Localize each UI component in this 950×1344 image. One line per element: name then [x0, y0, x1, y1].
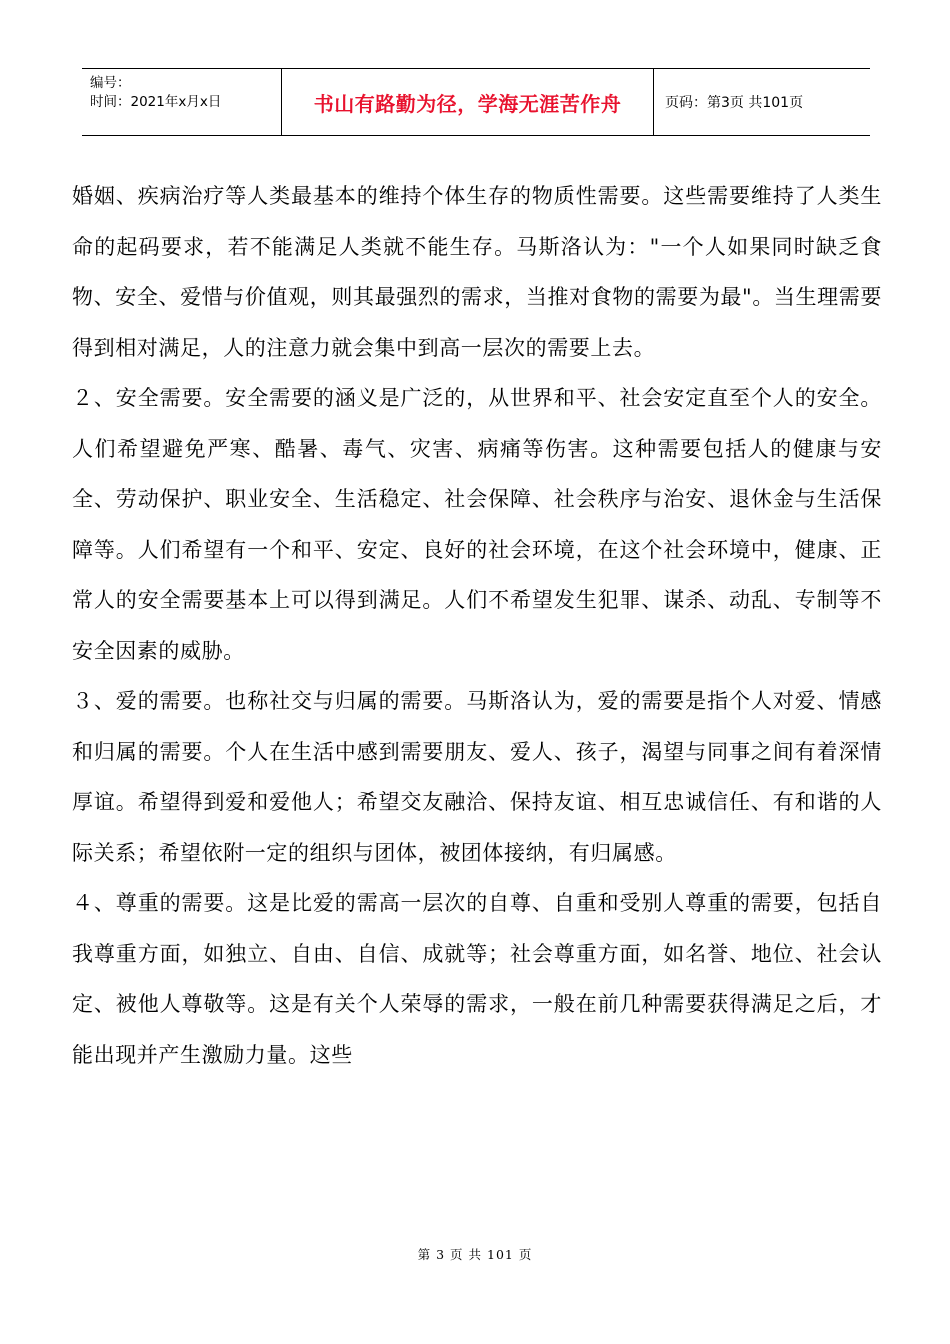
header-meta-cell — [82, 69, 282, 135]
header-motto-cell — [282, 69, 654, 135]
page-footer — [0, 1245, 950, 1263]
header-page-cell — [654, 69, 870, 135]
document-header — [82, 68, 870, 136]
body-paragraph: ４、尊重的需要。这是比爱的需高一层次的自尊、自重和受别人尊重的需要，包括自我尊重方面，如独立、自由、自信、成就等；社会尊重方面，如名誉、地位、社会认定、被他人尊敬等。这是有关个人荣辱的需求，一般在前几种需要获得满足之后，才能出现并产生激励力量。这些 — [72, 891, 882, 1067]
body-paragraph: 婚姻、疾病治疗等人类最基本的维持个体生存的物质性需要。这些需要维持了人类生命的起码要求，若不能满足人类就不能生存。马斯洛认为："一个人如果同时缺乏食物、安全、爱惜与价值观，则其最强烈的需求，当推对食物的需要为最"。当生理需要得到相对满足，人的注意力就会集中到高一层次的需要上去。 — [72, 184, 882, 360]
document-number-label: 编号： — [90, 75, 131, 91]
header-page-info: 页码：第3页 共101页 — [665, 95, 804, 111]
body-paragraph: ３、爱的需要。也称社交与归属的需要。马斯洛认为，爱的需要是指个人对爱、情感和归属的需要。个人在生活中感到需要朋友、爱人、孩子，渴望与同事之间有着深情厚谊。希望得到爱和爱他人；希望交友融洽、保持友谊、相互忠诚信任、有和谐的人际关系；希望依附一定的组织与团体，被团体接纳，有归属感。 — [72, 689, 882, 865]
document-time-label: 时间：2021年x月x日 — [90, 94, 222, 110]
footer-page-number: 第 3 页 共 101 页 — [417, 1247, 533, 1262]
body-paragraph: ２、安全需要。安全需要的涵义是广泛的，从世界和平、社会安定直至个人的安全。人们希望避免严寒、酷暑、毒气、灾害、病痛等伤害。这种需要包括人的健康与安全、劳动保护、职业安全、生活稳定、社会保障、社会秩序与治安、退休金与生活保障等。人们希望有一个和平、安定、良好的社会环境，在这个社会环境中，健康、正常人的安全需要基本上可以得到满足。人们不希望发生犯罪、谋杀、动乱、专制等不安全因素的威胁。 — [72, 386, 882, 663]
header-motto: 书山有路勤为径，学海无涯苦作舟 — [313, 91, 622, 116]
document-body — [72, 171, 882, 1080]
